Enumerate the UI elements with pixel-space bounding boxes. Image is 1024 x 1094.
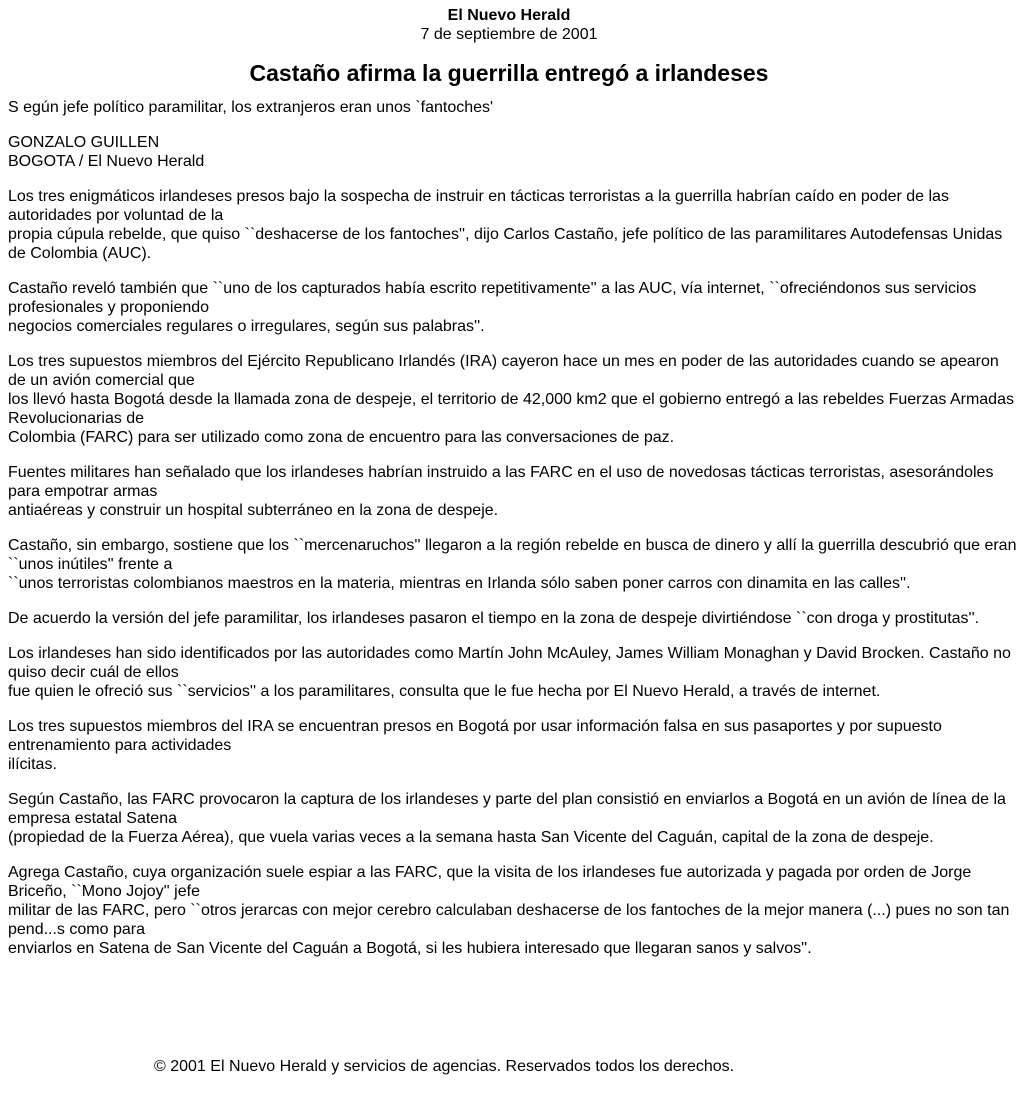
article-body [0, 98, 1020, 958]
byline-location: BOGOTA / El Nuevo Herald [8, 153, 205, 170]
paragraph: Castaño, sin embargo, sostiene que los ``mercenaruchos'' llegaron a la región rebelde en busca de dinero y allí la guerrilla descubrió que eran ``unos inútiles'' frente a ``unos terroristas colombianos maestros en la materia, mientras en Irlanda sólo saben poner carros con dinamita en las calles''. [8, 537, 1017, 592]
publication-name: El Nuevo Herald [447, 7, 571, 24]
paragraph: Los tres enigmáticos irlandeses presos bajo la sospecha de instruir en tácticas terroristas a la guerrilla habrían caído en poder de las autoridades por voluntad de la propia cúpula rebelde, que quiso ``deshacerse de los fantoches'', dijo Carlos Castaño, jefe político de las paramilitares Autodefensas Unidas de Colombia (AUC). [8, 188, 1003, 262]
publication-date: 7 de septiembre de 2001 [420, 26, 598, 43]
paragraph: Castaño reveló también que ``uno de los capturados había escrito repetitivamente'' a las AUC, vía internet, ``ofreciéndonos sus servicios profesionales y proponiendo negocios comerciales regulares o irregulares, según sus palabras''. [8, 280, 977, 335]
paragraph: Los tres supuestos miembros del IRA se encuentran presos en Bogotá por usar información falsa en sus pasaportes y por supuesto entrenamiento para actividades ilícitas. [8, 718, 942, 773]
paragraph: Fuentes militares han señalado que los irlandeses habrían instruido a las FARC en el uso de novedosas tácticas terroristas, asesorándoles para empotrar armas antiaéreas y construir un hospital subterráneo en la zona de despeje. [8, 464, 994, 519]
paragraph: De acuerdo la versión del jefe paramilitar, los irlandeses pasaron el tiempo en la zona de despeje divirtiéndose ``con droga y prostitutas''. [8, 610, 980, 627]
paragraph: Los irlandeses han sido identificados por las autoridades como Martín John McAuley, James William Monaghan y David Brocken. Castaño no quiso decir cuál de ellos fue quien le ofreció sus ``servicios'' a los paramilitares, consulta que le fue hecha por El Nuevo Herald, a través de internet. [8, 645, 1011, 700]
paragraph: Según Castaño, las FARC provocaron la captura de los irlandeses y parte del plan consistió en enviarlos a Bogotá en un avión de línea de la empresa estatal Satena (propiedad de la Fuerza Aérea), que vuela varias veces a la semana hasta San Vicente del Caguán, capital de la zona de despeje. [8, 791, 1006, 846]
headline: Castaño afirma la guerrilla entregó a irlandeses [249, 60, 769, 86]
paragraph: Los tres supuestos miembros del Ejército Republicano Irlandés (IRA) cayeron hace un mes en poder de las autoridades cuando se apearon de un avión comercial que los llevó hasta Bogotá desde la llamada zona de despeje, el territorio de 42,000 km2 que el gobierno entregó a las rebeldes Fuerzas Armadas Revolucionarias de Colombia (FARC) para ser utilizado como zona de encuentro para las conversaciones de paz. [8, 353, 1014, 446]
paragraph: Agrega Castaño, cuya organización suele espiar a las FARC, que la visita de los irlandeses fue autorizada y pagada por orden de Jorge Briceño, ``Mono Jojoy'' jefe militar de las FARC, pero ``otros jerarcas con mejor cerebro calculaban deshacerse de los fantoches de la mejor manera (...) pues no son tan pend...s como para enviarlos en Satena de San Vicente del Caguán a Bogotá, si les hubiera interesado que llegaran sanos y salvos''. [8, 864, 1010, 957]
byline [8, 133, 1020, 171]
copyright-footer: © 2001 El Nuevo Herald y servicios de agencias. Reservados todos los derechos. [154, 1058, 735, 1075]
byline-author: GONZALO GUILLEN [8, 134, 160, 151]
subhead: S egún jefe político paramilitar, los extranjeros eran unos `fantoches' [8, 99, 494, 116]
masthead [0, 0, 1018, 44]
